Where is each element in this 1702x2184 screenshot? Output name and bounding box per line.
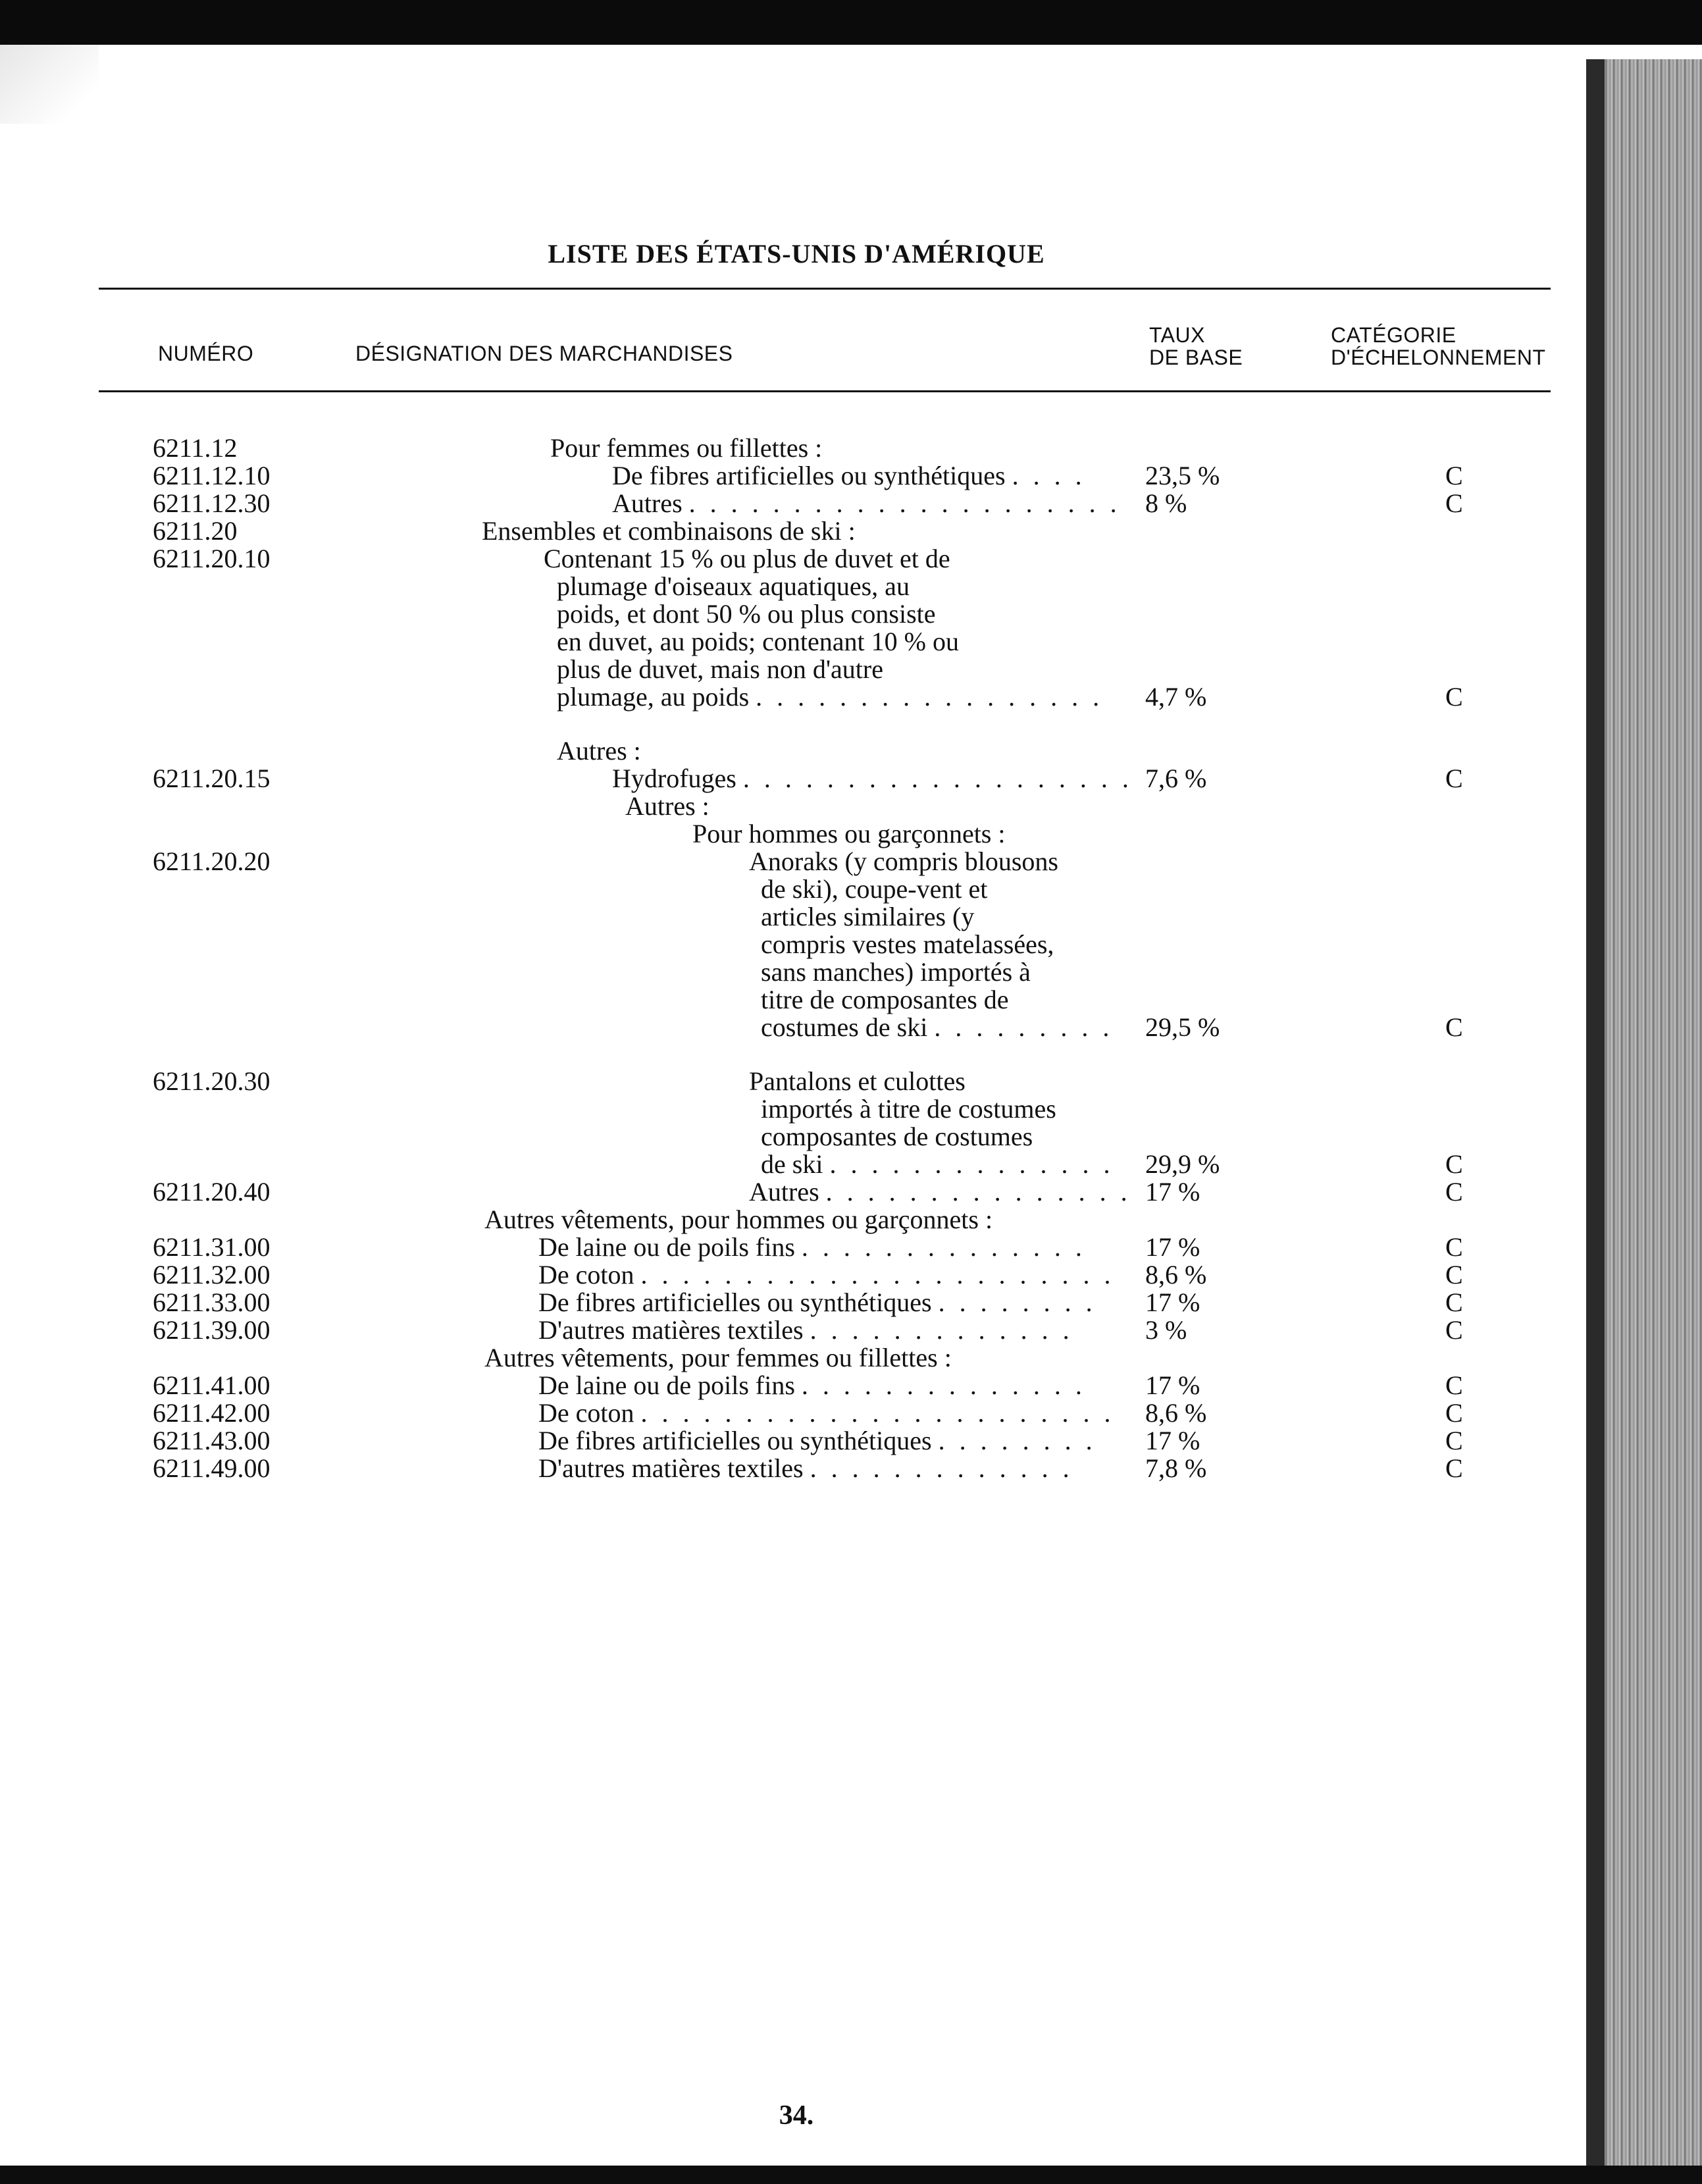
row-base-rate: 8,6 % (1145, 1398, 1207, 1428)
table-row (0, 600, 1580, 628)
row-leader-dots: . . . . . . . . (938, 1287, 1096, 1317)
row-description: en duvet, au poids; contenant 10 % ou (557, 627, 959, 656)
row-number: 6211.42.00 (153, 1398, 271, 1428)
row-number: 6211.12 (153, 433, 238, 463)
row-description: Autres (749, 1177, 819, 1207)
row-base-rate: 7,6 % (1145, 764, 1207, 793)
table-row (0, 1455, 1580, 1482)
row-number: 6211.41.00 (153, 1370, 271, 1400)
row-base-rate: 17 % (1145, 1287, 1200, 1317)
row-leader-dots: . . . . . . . . . . . . . . . . . . . . . . . (640, 1398, 1115, 1428)
table-row (0, 875, 1580, 903)
row-leader-dots: . . . . . . . . . . . . . (810, 1453, 1073, 1483)
row-description: compris vestes matelassées, (761, 929, 1054, 959)
row-number: 6211.32.00 (153, 1260, 271, 1289)
table-row (0, 628, 1580, 656)
row-number: 6211.43.00 (153, 1426, 271, 1455)
row-category: C (1445, 1149, 1463, 1179)
row-category: C (1445, 1012, 1463, 1042)
row-category: C (1445, 1177, 1463, 1207)
header-categorie-line1: CATÉGORIE (1331, 323, 1457, 347)
row-description: plumage, au poids (557, 682, 750, 712)
table-row (0, 545, 1580, 573)
row-leader-dots: . . . . (1012, 461, 1086, 490)
row-number: 6211.49.00 (153, 1453, 271, 1483)
page-number: 34. (779, 2100, 814, 2131)
row-number: 6211.12.10 (153, 461, 271, 490)
row-description: D'autres matières textiles (538, 1315, 804, 1345)
row-category: C (1445, 1260, 1463, 1289)
row-category: C (1445, 1315, 1463, 1345)
row-leader-dots: . . . . . . . . . . . . . . . (825, 1177, 1131, 1207)
row-description: de ski (761, 1149, 823, 1179)
row-description: Autres (612, 488, 683, 518)
row-description: Autres : (557, 736, 641, 766)
scan-corner-shading (0, 45, 99, 124)
row-description: sans manches) importés à (761, 957, 1031, 987)
row-base-rate: 4,7 % (1145, 682, 1207, 712)
table-row (0, 1289, 1580, 1316)
table-row (0, 903, 1580, 931)
row-number: 6211.12.30 (153, 488, 271, 518)
row-category: C (1445, 488, 1463, 518)
row-description: De coton (538, 1260, 634, 1289)
row-description: De coton (538, 1398, 634, 1428)
scan-binding-shadow (1586, 59, 1605, 2166)
table-row (0, 1427, 1580, 1455)
header-categorie (1331, 324, 1546, 369)
row-number: 6211.33.00 (153, 1287, 271, 1317)
row-description: Autres vêtements, pour femmes ou fillettes : (484, 1343, 952, 1372)
table-row (0, 1261, 1580, 1289)
table-row (0, 490, 1580, 517)
row-base-rate: 8,6 % (1145, 1260, 1207, 1289)
row-description: Anoraks (y compris blousons (749, 846, 1058, 876)
row-category: C (1445, 764, 1463, 793)
row-description: articles similaires (y (761, 902, 975, 931)
table-row (0, 573, 1580, 600)
row-base-rate: 23,5 % (1145, 461, 1220, 490)
row-description: Pour femmes ou fillettes : (550, 433, 823, 463)
table-row (0, 1316, 1580, 1344)
row-number: 6211.20.30 (153, 1066, 271, 1096)
row-number: 6211.20.10 (153, 544, 271, 573)
row-description: Pour hommes ou garçonnets : (692, 819, 1006, 848)
table-row (0, 848, 1580, 875)
row-base-rate: 3 % (1145, 1315, 1187, 1345)
row-description: Ensembles et combinaisons de ski : (482, 516, 856, 546)
row-description: Hydrofuges (612, 764, 736, 793)
row-leader-dots: . . . . . . . . . . . . . . . . . (756, 682, 1104, 712)
header-categorie-line2: D'ÉCHELONNEMENT (1331, 346, 1546, 369)
row-description: importés à titre de costumes (761, 1094, 1056, 1124)
row-description: De laine ou de poils fins (538, 1370, 795, 1400)
row-base-rate: 29,5 % (1145, 1012, 1220, 1042)
row-base-rate: 7,8 % (1145, 1453, 1207, 1483)
table-row (0, 656, 1580, 683)
row-description: plumage d'oiseaux aquatiques, au (557, 571, 910, 601)
row-category: C (1445, 1398, 1463, 1428)
row-base-rate: 17 % (1145, 1370, 1200, 1400)
row-category: C (1445, 1232, 1463, 1262)
header-taux-line2: DE BASE (1149, 346, 1243, 369)
row-category: C (1445, 1453, 1463, 1483)
row-description: De fibres artificielles ou synthétiques (538, 1287, 932, 1317)
table-row (0, 1151, 1580, 1178)
row-description: De fibres artificielles ou synthétiques (612, 461, 1006, 490)
row-leader-dots: . . . . . . . . (938, 1426, 1096, 1455)
table-row (0, 683, 1580, 711)
row-number: 6211.20.20 (153, 846, 271, 876)
scan-bottom-border (0, 2166, 1702, 2184)
row-description: De laine ou de poils fins (538, 1232, 795, 1262)
table-row (0, 931, 1580, 958)
page-title: LISTE DES ÉTATS-UNIS D'AMÉRIQUE (548, 239, 1045, 269)
row-description: costumes de ski (761, 1012, 928, 1042)
table-row (0, 1095, 1580, 1123)
table-row (0, 517, 1580, 545)
row-category: C (1445, 1370, 1463, 1400)
table-row (0, 820, 1580, 848)
row-description: Pantalons et culottes (749, 1066, 966, 1096)
row-leader-dots: . . . . . . . . . . . . . (810, 1315, 1073, 1345)
row-number: 6211.20.40 (153, 1177, 271, 1207)
table-row (0, 1014, 1580, 1041)
table-row (0, 1234, 1580, 1261)
row-description: Contenant 15 % ou plus de duvet et de (544, 544, 950, 573)
row-description: plus de duvet, mais non d'autre (557, 654, 883, 684)
header-taux (1149, 324, 1243, 369)
row-leader-dots: . . . . . . . . . . . . . . . . . . . . . (688, 488, 1121, 518)
row-description: composantes de costumes (761, 1122, 1033, 1151)
row-base-rate: 17 % (1145, 1426, 1200, 1455)
table-row (0, 1399, 1580, 1427)
header-numero: NUMÉRO (158, 342, 254, 365)
row-description: Autres : (625, 791, 709, 821)
row-leader-dots: . . . . . . . . . . . . . . (801, 1232, 1086, 1262)
table-row (0, 1178, 1580, 1206)
row-number: 6211.39.00 (153, 1315, 271, 1345)
row-description: Autres vêtements, pour hommes ou garçonnets : (484, 1205, 993, 1234)
row-description: De fibres artificielles ou synthétiques (538, 1426, 932, 1455)
row-base-rate: 17 % (1145, 1177, 1200, 1207)
header-top-rule (99, 288, 1551, 290)
table-row (0, 462, 1580, 490)
header-taux-line1: TAUX (1149, 323, 1205, 347)
row-description: poids, et dont 50 % ou plus consiste (557, 599, 936, 629)
row-leader-dots: . . . . . . . . . (934, 1012, 1114, 1042)
table-row (0, 765, 1580, 793)
table-row (0, 1123, 1580, 1151)
row-category: C (1445, 461, 1463, 490)
row-number: 6211.20 (153, 516, 238, 546)
row-description: titre de composantes de (761, 985, 1009, 1014)
row-leader-dots: . . . . . . . . . . . . . . (829, 1149, 1114, 1179)
row-category: C (1445, 682, 1463, 712)
row-leader-dots: . . . . . . . . . . . . . . (801, 1370, 1086, 1400)
header-designation: DÉSIGNATION DES MARCHANDISES (355, 342, 733, 365)
table-row (0, 1068, 1580, 1095)
row-leader-dots: . . . . . . . . . . . . . . . . . . . . . . . (640, 1260, 1115, 1289)
table-row (0, 434, 1580, 462)
row-description: D'autres matières textiles (538, 1453, 804, 1483)
table-row (0, 793, 1580, 820)
scan-top-border (0, 0, 1702, 45)
row-category: C (1445, 1426, 1463, 1455)
table-row (0, 1206, 1580, 1234)
row-number: 6211.20.15 (153, 764, 271, 793)
table-row (0, 1344, 1580, 1372)
table-row (0, 958, 1580, 986)
row-number: 6211.31.00 (153, 1232, 271, 1262)
row-description: de ski), coupe-vent et (761, 874, 988, 904)
table-row (0, 1372, 1580, 1399)
row-leader-dots: . . . . . . . . . . . . . . . . . . . (742, 764, 1133, 793)
table-row (0, 737, 1580, 765)
row-base-rate: 17 % (1145, 1232, 1200, 1262)
row-base-rate: 8 % (1145, 488, 1187, 518)
row-category: C (1445, 1287, 1463, 1317)
table-row (0, 986, 1580, 1014)
row-base-rate: 29,9 % (1145, 1149, 1220, 1179)
header-bottom-rule (99, 390, 1551, 392)
